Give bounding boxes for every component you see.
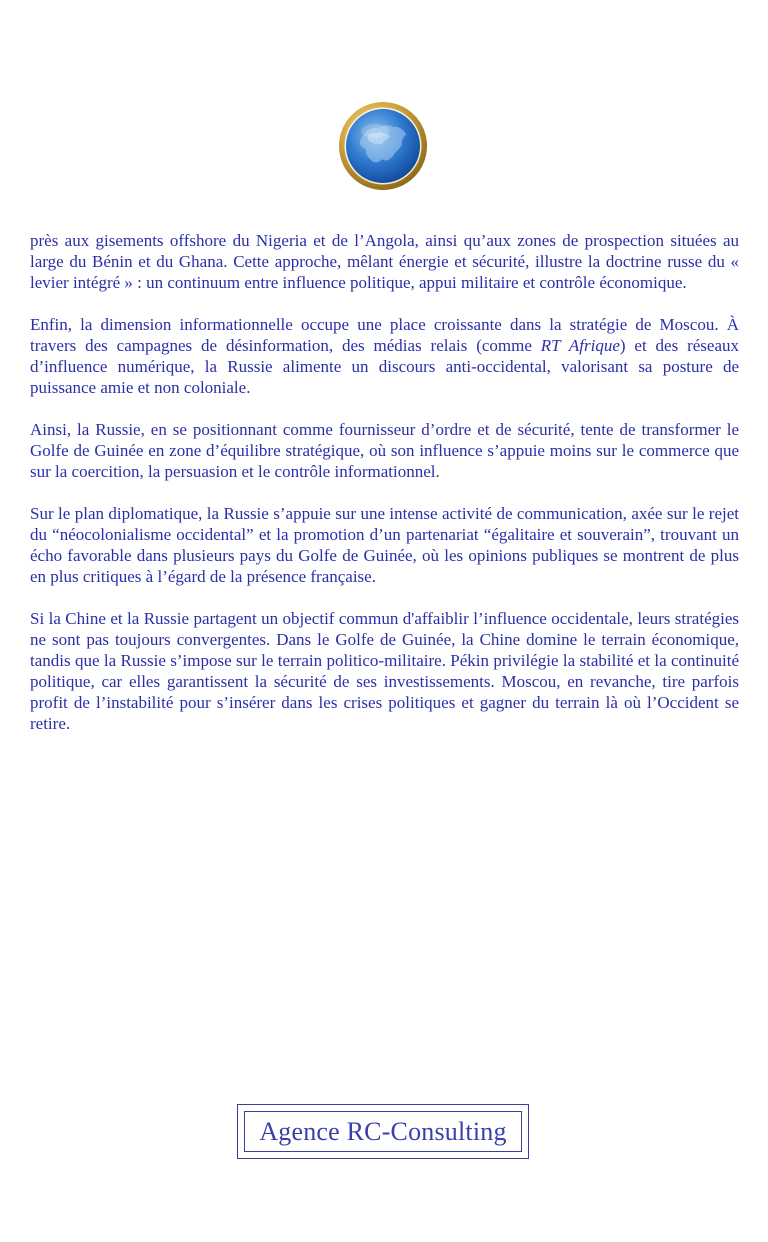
europe-globe-icon bbox=[338, 101, 428, 191]
paragraph-energy-security: près aux gisements offshore du Nigeria et de l’Angola, ainsi qu’aux zones de prospection situées au large du Bénin et du Ghana. Cette approche, mêlant énergie et sécurité, illustre la doctrine russe du « levier intégré » : un continuum entre influence politique, appui militaire et contrôle économique. bbox=[30, 231, 739, 292]
paragraph-text-before: Enfin, la dimension informationnelle occupe une place croissante dans la stratégie de Moscou. À travers des campagnes de désinformation, des médias relais (comme bbox=[30, 315, 739, 355]
agency-logo bbox=[338, 101, 428, 191]
footer-agency-box bbox=[237, 1104, 529, 1159]
paragraph-diplomatic-plan: Sur le plan diplomatique, la Russie s’appuie sur une intense activité de communication, axée sur le rejet du “néocolonialisme occidental” et la promotion d’un partenariat “égalitaire et souverain”, trouvant un écho favorable dans plusieurs pays du Golfe de Guinée, où les opinions publiques se montrent de plus en plus critiques à l’égard de la présence française. bbox=[30, 504, 739, 586]
media-name: RT Afrique bbox=[540, 336, 620, 355]
footer-agency-name: Agence RC-Consulting bbox=[259, 1116, 507, 1146]
paragraph-information-dimension bbox=[30, 314, 739, 398]
paragraph-china-russia: Si la Chine et la Russie partagent un objectif commun d'affaiblir l’influence occidentale, leurs stratégies ne sont pas toujours convergentes. Dans le Golfe de Guinée, la Chine domine le terrain économique, tandis que la Russie s’impose sur le terrain politico-militaire. Pékin privilégie la stabilité et la continuité politique, car elles garantissent la sécurité de ses investissements. Moscou, en revanche, tire parfois profit de l’instabilité pour s’insérer dans les crises politiques et gagner du terrain là où l’Occident se retire. bbox=[30, 609, 739, 733]
paragraph-text-after: ) et des réseaux d’influence numérique, la Russie alimente un discours anti-occidental, valorisant sa posture de puissance amie et non coloniale. bbox=[30, 336, 739, 397]
footer-agency-inner-frame bbox=[244, 1111, 522, 1152]
paragraph-russia-order-security: Ainsi, la Russie, en se positionnant comme fournisseur d’ordre et de sécurité, tente de transformer le Golfe de Guinée en zone d’équilibre stratégique, où son influence s’appuie moins sur le commerce que sur la coercition, la persuasion et le contrôle informationnel. bbox=[30, 420, 739, 481]
document-body bbox=[30, 230, 739, 755]
